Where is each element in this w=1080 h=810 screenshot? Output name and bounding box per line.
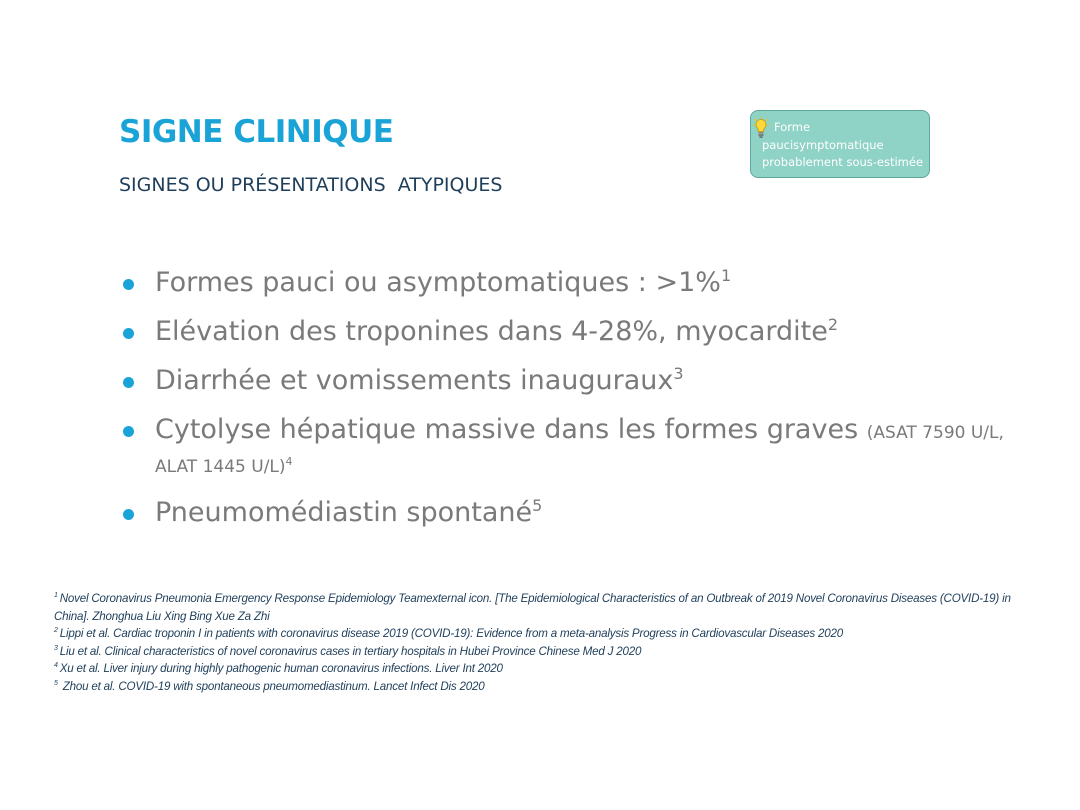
bullet-detail: (ASAT 7590 U/L, ALAT 1445 U/L) <box>155 423 1004 477</box>
bullet-ref: 5 <box>532 496 543 515</box>
bullet-dot <box>123 426 134 437</box>
bullet-text: Diarrhée et vomissements inauguraux <box>155 365 674 396</box>
bullet-item <box>120 266 1020 300</box>
slide-subtitle: SIGNES OU PRÉSENTATIONS ATYPIQUES <box>119 174 503 196</box>
reference-number: 5 <box>54 679 58 687</box>
reference-text: Novel Coronavirus Pneumonia Emergency Response Epidemiology Teamexternal icon. [The Epidemiological Characteristics of an Outbreak of 2019 Novel Coronavirus Diseases (COVID-19) in China]. Zhonghua Liu Xing Bing Xue Za Zhi <box>54 592 1011 623</box>
bullet-ref: 1 <box>720 266 732 285</box>
bullet-item <box>120 496 1020 530</box>
bullet-dot <box>123 377 134 388</box>
bullet-text: Pneumomédiastin spontané <box>155 497 533 528</box>
reference-text: Zhou et al. COVID-19 with spontaneous pneumomediastinum. Lancet Infect Dis 2020 <box>59 679 485 693</box>
reference-item <box>54 625 1014 643</box>
bullet-ref: 4 <box>285 455 293 468</box>
bullet-text: Formes pauci ou asymptomatiques : >1% <box>155 267 721 298</box>
callout-note <box>750 110 930 178</box>
bullet-list <box>120 266 1020 545</box>
slide-title: SIGNE CLINIQUE <box>119 114 394 150</box>
callout-line-1: Forme <box>774 120 811 134</box>
reference-text: Lippi et al. Cardiac troponin I in patients with coronavirus disease 2019 (COVID-19): Evidence from a meta-analysis Progress in Cardiovascular Diseases 2020 <box>59 627 844 640</box>
reference-item <box>54 660 1014 678</box>
bullet-item <box>120 413 1020 481</box>
bullet-ref: 3 <box>673 364 684 383</box>
bullet-item <box>120 364 1020 398</box>
bullet-dot <box>123 279 134 290</box>
reference-number: 3 <box>54 644 58 652</box>
reference-number: 2 <box>54 627 58 634</box>
bullet-dot <box>123 509 134 520</box>
bullet-dot <box>123 328 134 339</box>
reference-item <box>54 643 1014 661</box>
reference-text: Liu et al. Clinical characteristics of novel coronavirus cases in tertiary hospitals in Hubei Province Chinese Med J 2020 <box>59 644 642 658</box>
reference-item <box>54 590 1014 625</box>
bullet-ref: 2 <box>827 315 839 334</box>
references <box>54 590 1014 695</box>
bullet-item <box>120 315 1020 349</box>
reference-number: 4 <box>54 662 58 669</box>
reference-text: Xu et al. Liver injury during highly pathogenic human coronavirus infections. Liver Int 2020 <box>59 662 503 675</box>
reference-item <box>54 678 1014 696</box>
reference-number: 1 <box>54 592 58 599</box>
callout-line-3: probablement sous-estimée <box>762 155 924 169</box>
bullet-text: Elévation des troponines dans 4-28%, myocardite <box>155 316 828 347</box>
callout-line-2: paucisymptomatique <box>762 137 884 152</box>
bullet-text: Cytolyse hépatique massive dans les formes graves <box>155 414 867 445</box>
lightbulb-icon <box>753 116 769 140</box>
